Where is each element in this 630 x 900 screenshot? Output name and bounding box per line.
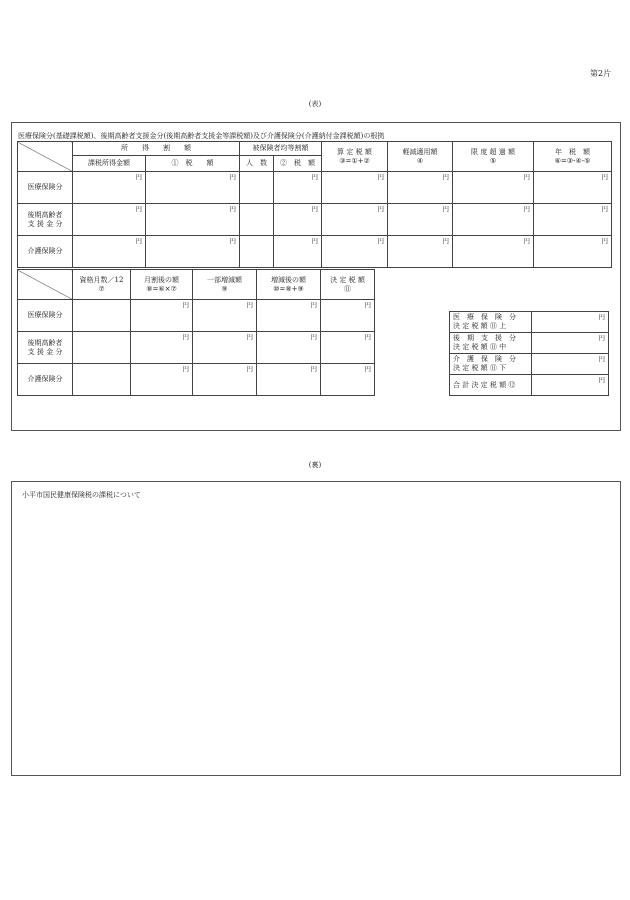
back-section	[11, 481, 621, 776]
summary-label-iryo: 医 療 保 険 分 決 定 税 額 ⑪ 上	[450, 312, 532, 333]
row-label-kaigo: 介護保険分	[18, 236, 73, 268]
yen-unit: 円	[257, 300, 321, 332]
table-row	[18, 364, 375, 396]
santei-header: 算 定 税 額 ③=①+②	[322, 142, 388, 172]
insured-group-header: 被保険者均等割額	[240, 142, 322, 156]
monthly-adjustment-table	[17, 269, 375, 396]
table-row	[18, 204, 612, 236]
table-corner	[18, 270, 73, 300]
back-side-label: (裏)	[308, 461, 322, 469]
yen-unit: 円	[322, 236, 388, 268]
yen-unit: 円	[321, 332, 375, 364]
table-row	[450, 312, 609, 333]
yen-unit: 円	[453, 172, 534, 204]
yen-unit: 円	[146, 236, 240, 268]
summary-label-kouki: 後 期 支 援 分 決 定 税 額 ⑪ 中	[450, 333, 532, 354]
yen-unit: 円	[532, 312, 609, 333]
yen-unit: 円	[131, 332, 193, 364]
summary-label-total: 合 計 決 定 税 額 ⑫	[450, 375, 532, 396]
table-row	[18, 300, 375, 332]
yen-unit: 円	[534, 204, 612, 236]
tax-basis-table	[17, 141, 612, 268]
back-caption: 小平市国民健康保険税の課税について	[22, 491, 141, 499]
row-label-kaigo: 介護保険分	[18, 364, 73, 396]
table-row	[450, 354, 609, 375]
summary-label-kaigo: 介 護 保 険 分 決 定 税 額 ⑪ 下	[450, 354, 532, 375]
empty-cell	[240, 172, 274, 204]
yen-unit: 円	[146, 172, 240, 204]
yen-unit: 円	[193, 332, 257, 364]
table-row	[18, 332, 375, 364]
yen-unit: 円	[532, 375, 609, 396]
yen-unit: 円	[534, 172, 612, 204]
row-label-iryo: 医療保険分	[18, 172, 73, 204]
yen-unit: 円	[453, 236, 534, 268]
front-caption: 医療保険分(基礎課税額)、後期高齢者支援金分(後期高齢者支援金等課税額)及び介護保険分(介護納付金課税額)の根拠	[18, 132, 385, 140]
yen-unit: 円	[257, 364, 321, 396]
summary-table	[449, 311, 609, 396]
yen-unit: 円	[274, 172, 322, 204]
kazei-header: 課税所得金額	[73, 156, 146, 172]
yen-unit: 円	[131, 300, 193, 332]
yen-unit: 円	[131, 364, 193, 396]
gendo-header: 限 度 超 過 額 ⑤	[453, 142, 534, 172]
yen-unit: 円	[73, 236, 146, 268]
shikaku-header: 資格月数／12 ⑦	[73, 270, 131, 300]
empty-cell	[73, 332, 131, 364]
table-row	[450, 375, 609, 396]
table-row	[450, 333, 609, 354]
table-corner	[18, 142, 73, 172]
front-side-label: (表)	[308, 100, 322, 108]
empty-cell	[240, 204, 274, 236]
row-label-iryo: 医療保険分	[18, 300, 73, 332]
yen-unit: 円	[193, 300, 257, 332]
yen-unit: 円	[532, 333, 609, 354]
income-group-header: 所 得 割 額	[73, 142, 240, 156]
tax2-header: ② 税 額	[274, 156, 322, 172]
ichibu-header: 一部増減額 ⑨	[193, 270, 257, 300]
page-number: 第2片	[590, 69, 612, 78]
yen-unit: 円	[274, 236, 322, 268]
empty-cell	[73, 300, 131, 332]
yen-unit: 円	[388, 204, 453, 236]
yen-unit: 円	[321, 300, 375, 332]
yen-unit: 円	[322, 172, 388, 204]
yen-unit: 円	[532, 354, 609, 375]
yen-unit: 円	[146, 204, 240, 236]
keigen-header: 軽減適用額 ④	[388, 142, 453, 172]
yen-unit: 円	[388, 172, 453, 204]
empty-cell	[240, 236, 274, 268]
empty-cell	[73, 364, 131, 396]
yen-unit: 円	[321, 364, 375, 396]
tax1-header: ① 税 額	[146, 156, 240, 172]
ninzu-header: 人 数	[240, 156, 274, 172]
row-label-kouki: 後期高齢者 支 援 金 分	[18, 332, 73, 364]
tsukiwari-header: 月割後の額 ⑧=⑥×⑦	[131, 270, 193, 300]
row-label-kouki: 後期高齢者 支 援 金 分	[18, 204, 73, 236]
table-row	[18, 236, 612, 268]
yen-unit: 円	[73, 204, 146, 236]
yen-unit: 円	[388, 236, 453, 268]
yen-unit: 円	[73, 172, 146, 204]
yen-unit: 円	[257, 332, 321, 364]
yen-unit: 円	[534, 236, 612, 268]
yen-unit: 円	[193, 364, 257, 396]
kettei-header: 決 定 税 額 ⑪	[321, 270, 375, 300]
zougen-header: 増減後の額 ⑩=⑧+⑨	[257, 270, 321, 300]
yen-unit: 円	[453, 204, 534, 236]
table-row	[18, 172, 612, 204]
nenzei-header: 年 税 額 ⑥=③-④-⑤	[534, 142, 612, 172]
yen-unit: 円	[322, 204, 388, 236]
yen-unit: 円	[274, 204, 322, 236]
